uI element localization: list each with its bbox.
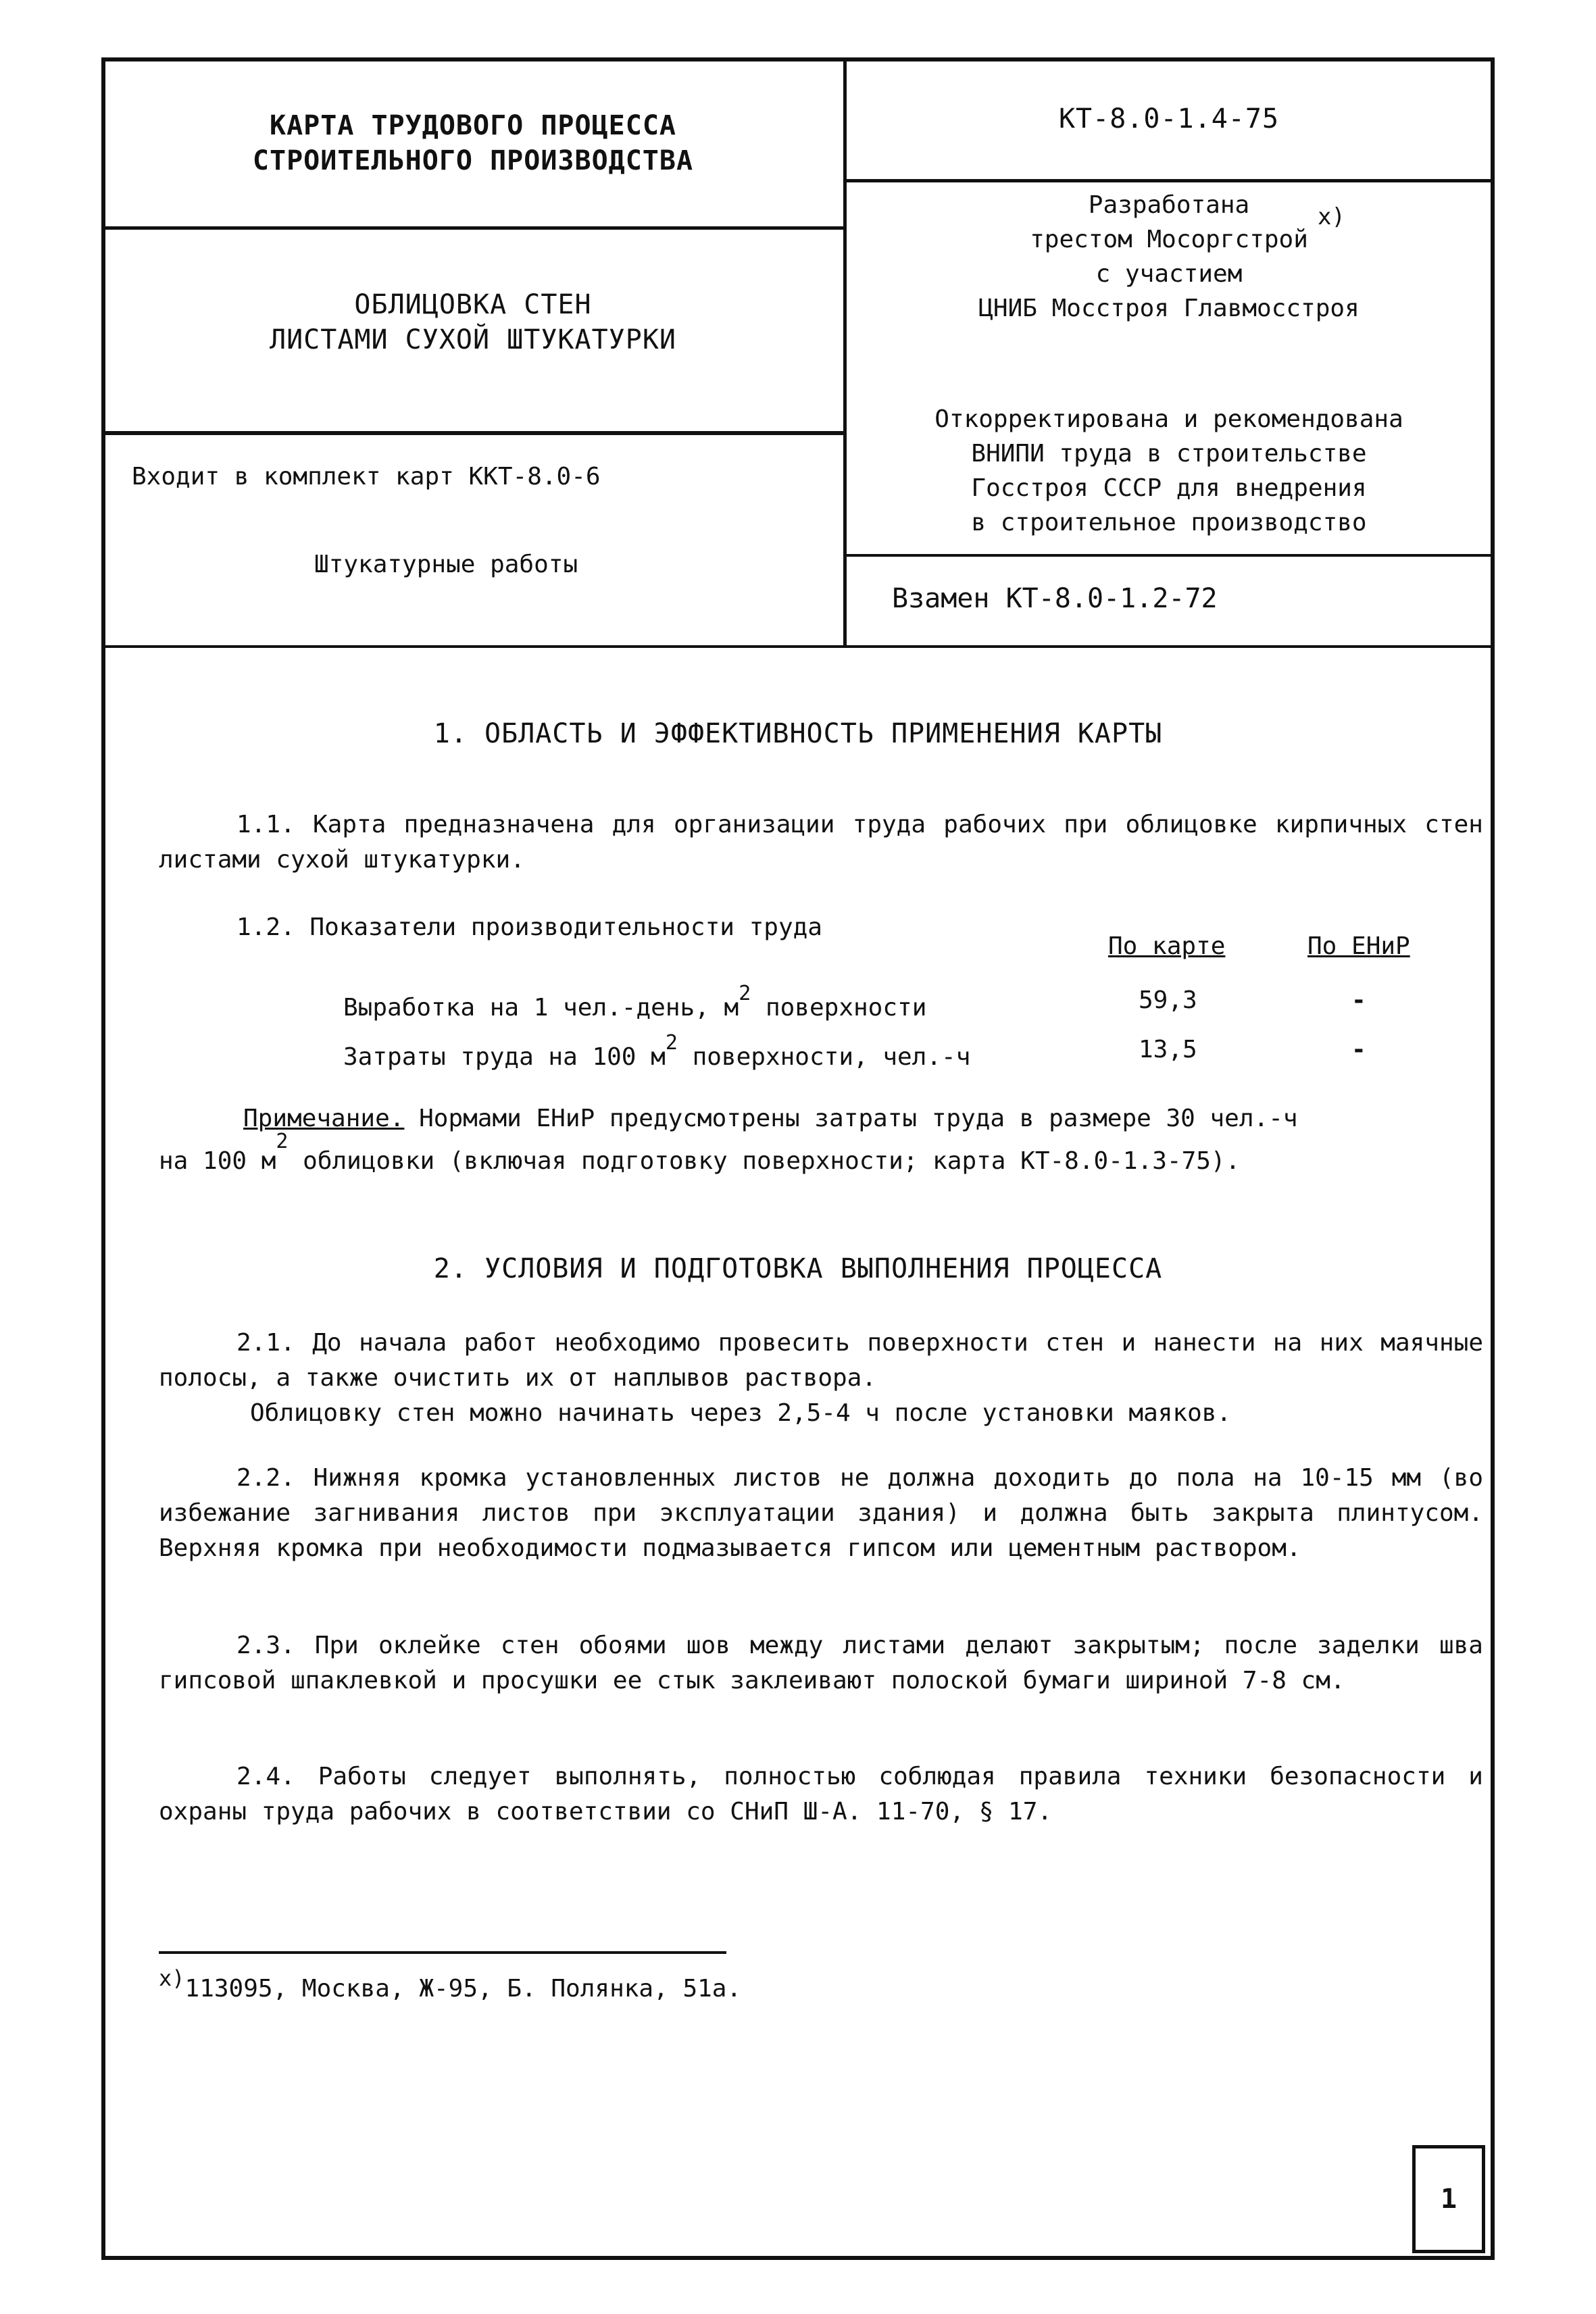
row-label-tail: поверхности: [765, 994, 927, 1022]
card-code: КТ-8.0-1.4-75: [1058, 103, 1280, 134]
paragraph-text: При оклейке стен обоями шов между листами делают закрытым; после заделки шва гипсовой шпаклевкой и просушки ее стык заклеивают полоской бумаги шириной 7-8 см.: [159, 1632, 1483, 1694]
footnote: [159, 1965, 742, 2007]
note-text: Нормами ЕНиР предусмотрены затраты труда в размере 30 чел.-ч: [419, 1105, 1298, 1132]
column-header-enir: По ЕНиР: [1307, 932, 1410, 960]
paragraph-text: Нижняя кромка установленных листов не должна доходить до пола на 10-15 мм (во избежание загнивания листов при эксплуатации здания) и должна быть закрыта плинтусом. Верхняя кромка при необходимости подмазывается гипсом или цементным раствором.: [159, 1464, 1483, 1562]
header-center-divider: [843, 57, 847, 647]
right-divider-1: [845, 179, 1495, 182]
section-1-title: 1. ОБЛАСТЬ И ЭФФЕКТИВНОСТЬ ПРИМЕНЕНИЯ КАРТЫ: [433, 718, 1163, 749]
paragraph-number: 2.3.: [236, 1632, 295, 1659]
footnote-text: 113095, Москва, Ж-95, Б. Полянка, 51а.: [184, 1975, 742, 2003]
developed-by-footnote-mark: x): [1318, 203, 1345, 230]
corrected-by: Откорректирована и рекомендована ВНИПИ труда в строительстве Госстроя СССР для внедрения в строительное производство: [934, 405, 1403, 536]
row-label-text: Затраты труда на 100 м: [343, 1043, 666, 1071]
paragraph-number: 1.2.: [236, 913, 295, 941]
left-divider-2: [101, 431, 845, 435]
paragraph-text: Показатели производительности труда: [309, 913, 822, 941]
page-number: 1: [1440, 2184, 1457, 2215]
work-type: Штукатурные работы: [314, 551, 578, 578]
kit-reference: Входит в комплект карт ККТ-8.0-6: [132, 463, 601, 491]
note-continuation: [159, 1130, 1241, 1179]
paragraph-number: 1.1.: [236, 811, 295, 838]
row-labor-enir-value: -: [1351, 1036, 1366, 1063]
footnote-rule: [159, 1951, 726, 1954]
row-labor-card-value: 13,5: [1139, 1036, 1197, 1063]
header-divider: [101, 645, 1495, 648]
card-title: КАРТА ТРУДОВОГО ПРОЦЕССА СТРОИТЕЛЬНОГО ПРОИЗВОДСТВА: [252, 110, 694, 176]
row-output-card-value: 59,3: [1139, 986, 1197, 1014]
paragraph-number: 2.4.: [236, 1763, 295, 1790]
paragraph-text: Работы следует выполнять, полностью соблюдая правила техники безопасности и охраны труда рабочих в соответствии со СНиП Ш-А. 11-70, § 17.: [159, 1763, 1483, 1826]
developed-by-text: Разработана трестом Мосоргстрой с участием ЦНИБ Мосстроя Главмосстроя: [978, 191, 1360, 322]
paragraph-1-2: [236, 910, 822, 945]
paragraph-2-3: [159, 1628, 1483, 1699]
section-2-title: 2. УСЛОВИЯ И ПОДГОТОВКА ВЫПОЛНЕНИЯ ПРОЦЕССА: [433, 1253, 1163, 1284]
developed-by: [851, 188, 1487, 326]
column-header-card: По карте: [1108, 932, 1226, 960]
superscript: 2: [739, 982, 751, 1005]
footnote-mark: x): [159, 1965, 185, 1991]
paragraph-2-4: [159, 1759, 1483, 1830]
superscript: 2: [276, 1130, 289, 1153]
paragraph-2-2: [159, 1461, 1483, 1566]
paragraph-text: До начала работ необходимо провесить поверхности стен и нанести на них маячные полосы, а также очистить их от наплывов раствора.: [159, 1329, 1483, 1392]
paragraph-text: Карта предназначена для организации труда рабочих при облицовке кирпичных стен листами сухой штукатурки.: [159, 811, 1483, 874]
right-divider-2: [845, 554, 1495, 557]
note-label: Примечание.: [243, 1105, 405, 1132]
page-number-box: [1412, 2145, 1485, 2253]
left-divider-1: [101, 226, 845, 230]
row-output-enir-value: -: [1351, 986, 1366, 1014]
note-text: облицовки (включая подготовку поверхности; карта КТ-8.0-1.3-75).: [303, 1147, 1241, 1175]
paragraph-1-1: [159, 807, 1483, 878]
paragraph-2-1: [159, 1326, 1483, 1396]
row-label-text: Выработка на 1 чел.-день, м: [343, 994, 739, 1022]
paragraph-number: 2.2.: [236, 1464, 295, 1492]
row-output-label: [343, 983, 926, 1026]
row-label-tail: поверхности, чел.-ч: [692, 1043, 971, 1071]
row-labor-label: [343, 1032, 970, 1075]
paragraph-number: 2.1.: [236, 1329, 295, 1357]
superscript: 2: [665, 1031, 678, 1055]
replaces-reference: Взамен КТ-8.0-1.2-72: [892, 583, 1218, 614]
subject-title: ОБЛИЦОВКА СТЕН ЛИСТАМИ СУХОЙ ШТУКАТУРКИ: [270, 289, 676, 355]
note-text: на 100 м: [159, 1147, 276, 1175]
note: [243, 1101, 1298, 1136]
paragraph-2-1-extra: Облицовку стен можно начинать через 2,5-4 ч после установки маяков.: [250, 1399, 1232, 1427]
